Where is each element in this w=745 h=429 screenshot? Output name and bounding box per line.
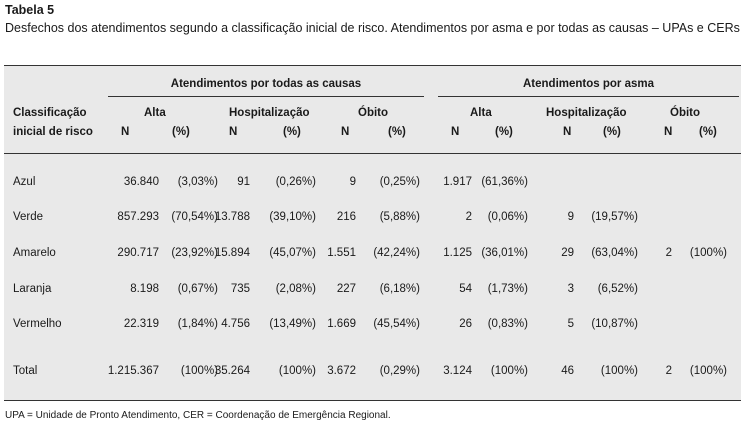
table-cell: 735 <box>230 283 250 295</box>
table-cell: 13.788 <box>214 211 250 223</box>
table-cell: 1.125 <box>443 247 472 259</box>
row-label: Total <box>13 365 38 377</box>
table-cell: (2,08%) <box>275 283 316 295</box>
table-cell: (100%) <box>278 365 316 377</box>
n-label: N <box>563 126 572 138</box>
table-cell: (3,03%) <box>177 176 218 188</box>
table-title: Tabela 5 <box>5 3 55 17</box>
table-cell: 26 <box>459 318 472 330</box>
table-cell: (0,83%) <box>487 318 528 330</box>
subheader-alta-all: Alta <box>144 107 166 119</box>
table-cell: (1,73%) <box>487 283 528 295</box>
top-rule <box>4 65 741 66</box>
row-label: Verde <box>13 211 44 223</box>
table-cell: (45,07%) <box>269 247 316 259</box>
table-cell: 1.551 <box>327 247 356 259</box>
table-cell: 22.319 <box>123 318 159 330</box>
table-cell: 8.198 <box>130 283 159 295</box>
table-cell: 91 <box>237 176 250 188</box>
table-cell: (100%) <box>689 365 727 377</box>
table-cell: 36.840 <box>123 176 159 188</box>
table-cell: 1.669 <box>327 318 356 330</box>
n-label: N <box>229 126 238 138</box>
table-cell: 2 <box>665 365 672 377</box>
col-header-classificacao: Classificação <box>13 107 87 119</box>
table-cell: (5,88%) <box>379 211 420 223</box>
row-label: Laranja <box>13 283 52 295</box>
table-cell: (45,54%) <box>373 318 420 330</box>
table-footnote: UPA = Unidade de Pronto Atendimento, CER = Coordenação de Emergência Regional. <box>5 410 391 421</box>
table-cell: (0,25%) <box>379 176 420 188</box>
table-cell: 29 <box>561 247 574 259</box>
table-cell: (100%) <box>180 365 218 377</box>
subheader-alta-asma: Alta <box>470 107 492 119</box>
table-cell: (1,84%) <box>177 318 218 330</box>
table-cell: 2 <box>665 247 672 259</box>
n-label: N <box>121 126 130 138</box>
pct-label: (%) <box>603 126 621 138</box>
table-cell: (6,18%) <box>379 283 420 295</box>
subheader-obito-asma: Óbito <box>670 107 701 119</box>
table-cell: (23,92%) <box>171 247 218 259</box>
row-label: Amarelo <box>13 247 56 259</box>
pct-label: (%) <box>388 126 406 138</box>
table-cell: 2 <box>465 211 472 223</box>
row-label: Azul <box>13 176 36 188</box>
subheader-hosp-all: Hospitalização <box>229 107 310 119</box>
group-rule-asma <box>438 96 739 97</box>
table-cell: 857.293 <box>117 211 159 223</box>
table-cell: (0,06%) <box>487 211 528 223</box>
pct-label: (%) <box>172 126 190 138</box>
table-cell: 54 <box>459 283 472 295</box>
table-cell: 227 <box>336 283 356 295</box>
table-cell: (0,29%) <box>379 365 420 377</box>
table-cell: (36,01%) <box>481 247 528 259</box>
pct-label: (%) <box>699 126 717 138</box>
table-cell: 3.124 <box>443 365 472 377</box>
table-cell: 290.717 <box>117 247 159 259</box>
table-cell: (100%) <box>490 365 528 377</box>
pct-label: (%) <box>495 126 513 138</box>
group-header-all-causes: Atendimentos por todas as causas <box>170 78 362 90</box>
n-label: N <box>451 126 460 138</box>
table-cell: 1.917 <box>443 176 472 188</box>
table-cell: (61,36%) <box>481 176 528 188</box>
table-cell: 9 <box>349 176 356 188</box>
table-cell: 5 <box>567 318 574 330</box>
table-cell: (39,10%) <box>269 211 316 223</box>
table-cell: (63,04%) <box>591 247 638 259</box>
group-rule-all <box>108 96 424 97</box>
table-cell: (42,24%) <box>373 247 420 259</box>
group-header-asma: Atendimentos por asma <box>523 78 654 90</box>
n-label: N <box>664 126 673 138</box>
header-rule <box>4 153 741 154</box>
table-cell: (19,57%) <box>591 211 638 223</box>
subheader-obito-all: Óbito <box>358 107 389 119</box>
table-cell: (13,49%) <box>269 318 316 330</box>
table-cell: 9 <box>567 211 574 223</box>
subheader-hosp-asma: Hospitalização <box>546 107 627 119</box>
table-cell: (100%) <box>689 247 727 259</box>
table-cell: 46 <box>561 365 574 377</box>
pct-label: (%) <box>283 126 301 138</box>
table-cell: (0,67%) <box>177 283 218 295</box>
n-label: N <box>341 126 350 138</box>
table-cell: (10,87%) <box>591 318 638 330</box>
table-cell: 216 <box>336 211 356 223</box>
table-caption: Desfechos dos atendimentos segundo a classificação inicial de risco. Atendimentos por asma e por todas as causas – UPAs e CERs <box>5 21 740 35</box>
table-cell: 1.215.367 <box>107 365 159 377</box>
bottom-rule <box>4 400 741 401</box>
table-cell: (100%) <box>600 365 638 377</box>
table-cell: 3 <box>567 283 574 295</box>
table-cell: 35.264 <box>214 365 250 377</box>
row-label: Vermelho <box>13 318 62 330</box>
table-cell: (6,52%) <box>597 283 638 295</box>
col-header-inicial-de-risco: inicial de risco <box>13 126 93 138</box>
table-cell: 4.756 <box>221 318 250 330</box>
table-cell: 15.894 <box>214 247 250 259</box>
table-cell: (70,54%) <box>171 211 218 223</box>
table-cell: 3.672 <box>327 365 356 377</box>
table-cell: (0,26%) <box>275 176 316 188</box>
